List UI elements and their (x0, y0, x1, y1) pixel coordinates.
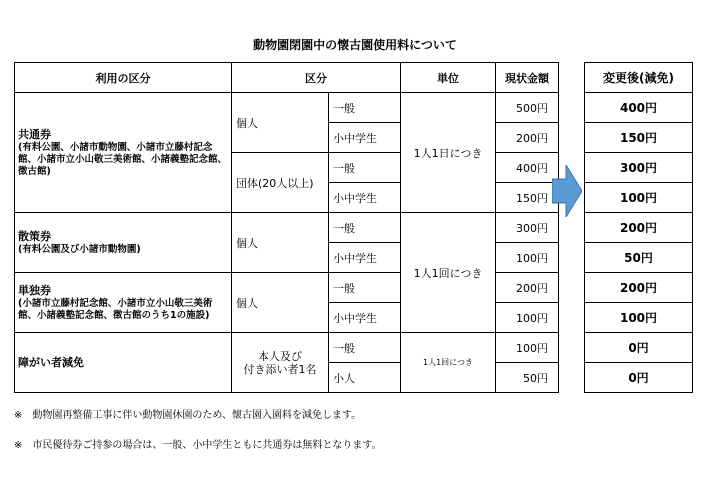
new-fee: 0円 (585, 333, 693, 363)
type-student: 小中学生 (329, 183, 401, 213)
arrow-right-icon (552, 165, 582, 217)
header-division: 区分 (232, 63, 401, 93)
category-single (15, 273, 232, 333)
unit-cell: 1人1日につき (401, 93, 496, 213)
current-fee: 100円 (496, 243, 559, 273)
header-category: 利用の区分 (15, 63, 232, 93)
footnote: ※ 市民優待券ご持参の場合は、一般、小中学生ともに共通券は無料となります。 (14, 440, 382, 451)
unit-cell: 1人1回につき (401, 333, 496, 393)
category-common (15, 93, 232, 213)
current-fee: 200円 (496, 273, 559, 303)
current-fee: 150円 (496, 183, 559, 213)
division-group: 団体(20人以上) (232, 153, 329, 213)
type-general: 一般 (329, 333, 401, 363)
type-general: 一般 (329, 273, 401, 303)
type-general: 一般 (329, 213, 401, 243)
category-note: (小諸市立藤村記念館、小諸市立小山敬三美術館、小諸義塾記念館、徴古館のうち1の施設) (18, 297, 213, 321)
current-fee: 300円 (496, 213, 559, 243)
new-fee: 100円 (585, 303, 693, 333)
division-individual: 個人 (232, 93, 329, 153)
category-name: 共通券 (18, 127, 51, 141)
unit-cell: 1人1回につき (401, 213, 496, 333)
category-walk (15, 213, 232, 273)
type-student: 小中学生 (329, 243, 401, 273)
current-fee: 400円 (496, 153, 559, 183)
category-name: 単独券 (18, 283, 51, 297)
type-child: 小人 (329, 363, 401, 393)
division-line-1: 本人及び (258, 349, 302, 363)
category-note: (有料公園、小諸市動物園、小諸市立藤村記念館、小諸市立小山敬三美術館、小諸義塾記念館、徴古館) (18, 141, 228, 177)
header-unit: 単位 (401, 63, 496, 93)
division-individual: 個人 (232, 273, 329, 333)
division-disabled (232, 333, 329, 393)
division-individual: 個人 (232, 213, 329, 273)
type-general: 一般 (329, 153, 401, 183)
category-note: (有料公園及び小諸市動物園) (18, 243, 141, 255)
current-fee: 200円 (496, 123, 559, 153)
new-fee: 100円 (585, 183, 693, 213)
category-name: 散策券 (18, 229, 51, 243)
current-fee: 100円 (496, 303, 559, 333)
type-student: 小中学生 (329, 303, 401, 333)
new-fee: 0円 (585, 363, 693, 393)
category-disabled (15, 333, 232, 393)
new-fee: 200円 (585, 213, 693, 243)
new-fee: 50円 (585, 243, 693, 273)
current-fee: 500円 (496, 93, 559, 123)
new-fee: 150円 (585, 123, 693, 153)
header-current-fee: 現状金額 (496, 63, 559, 93)
type-general: 一般 (329, 93, 401, 123)
division-line-2: 付き添い者1名 (243, 362, 317, 376)
new-fee-table (584, 62, 693, 393)
type-student: 小中学生 (329, 123, 401, 153)
page-title: 動物園閉園中の懐古園使用料について (253, 38, 457, 52)
fee-table (14, 62, 559, 393)
header-new-fee: 変更後(減免) (585, 63, 693, 93)
new-fee: 400円 (585, 93, 693, 123)
current-fee: 100円 (496, 333, 559, 363)
new-fee: 300円 (585, 153, 693, 183)
new-fee: 200円 (585, 273, 693, 303)
category-name: 障がい者減免 (18, 355, 84, 369)
current-fee: 50円 (496, 363, 559, 393)
footnote: ※ 動物園再整備工事に伴い動物園休園のため、懐古園入園料を減免します。 (14, 410, 362, 421)
